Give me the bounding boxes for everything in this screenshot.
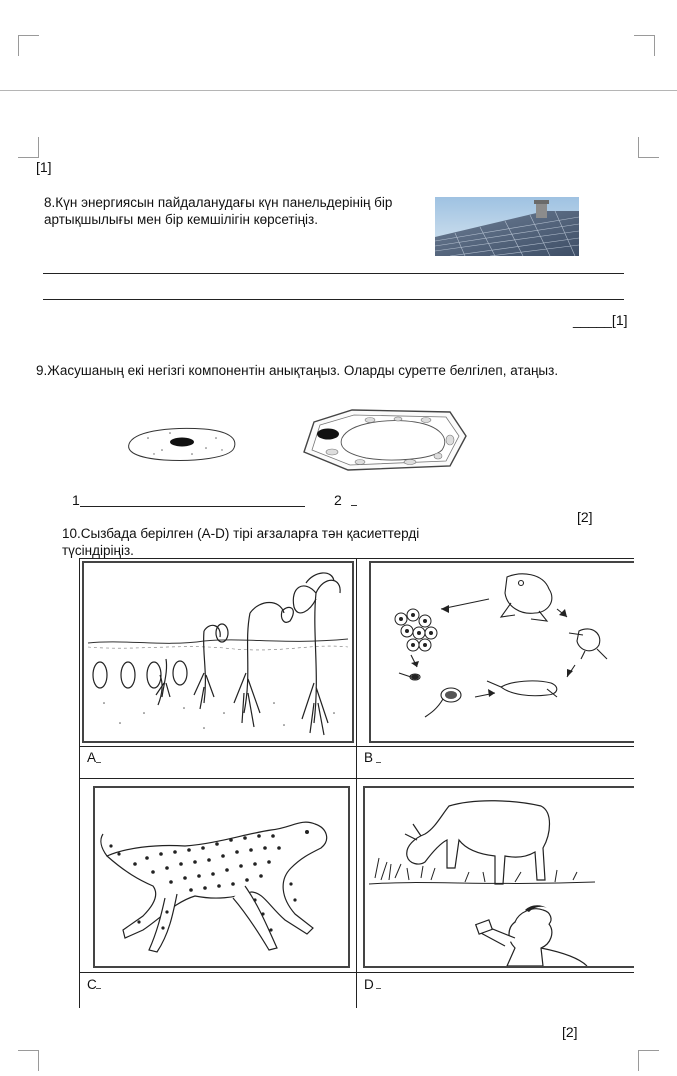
q9-text: 9.Жасушаның екі негізгі компонентін анықтаңыз. Оларды суретте белгілеп, атаңыз. (36, 363, 559, 378)
crop-mark-top-left (18, 35, 39, 56)
cheetah-drawing (95, 788, 348, 966)
cell-letter-b: B (364, 750, 374, 765)
q8-text-line2: артықшылығы мен бір кемшілігін көрсетіңіз. (44, 212, 318, 227)
crop-mark-bottom-right (638, 1050, 659, 1071)
cell-letter-d: D (364, 977, 374, 992)
picture-b-frame (369, 561, 634, 743)
cell-letter-a: A (87, 750, 97, 765)
crop-mark-mid-right (638, 137, 659, 158)
page-break-line (0, 90, 677, 91)
cell-letter-c: C (87, 977, 97, 992)
cow-and-person-drawing (365, 788, 634, 966)
q9-mark: [2] (577, 509, 593, 525)
q8-mark: _____[1] (573, 312, 628, 328)
q10-mark: [2] (562, 1024, 578, 1040)
answer-line-d[interactable] (376, 988, 381, 989)
picture-c-frame (93, 786, 350, 968)
previous-mark: [1] (36, 159, 52, 175)
crop-mark-top-right (634, 35, 655, 56)
q9-answer-line-1[interactable] (80, 506, 305, 507)
crop-mark-mid-left (18, 137, 39, 158)
q9-answer-line-2[interactable] (351, 505, 357, 506)
solar-panel-image (435, 197, 579, 256)
q9-label-2: 2 (334, 492, 342, 508)
animal-cell-drawing (124, 424, 238, 464)
q8-answer-line-2[interactable] (43, 299, 624, 300)
frog-life-cycle-drawing (371, 563, 634, 741)
answer-line-b[interactable] (376, 762, 381, 763)
table-mid-border (356, 558, 357, 1008)
q10-table (79, 558, 634, 1008)
crop-mark-bottom-left (18, 1050, 39, 1071)
q8-answer-line-1[interactable] (43, 273, 624, 274)
q8-text-line1: 8.Күн энергиясын пайдаланудағы күн панельдерінің бір (44, 195, 393, 210)
answer-line-a[interactable] (96, 762, 101, 763)
q9-label-1: 1 (72, 492, 80, 508)
answer-line-c[interactable] (96, 988, 101, 989)
q10-text-line2: түсіндіріңіз. (62, 543, 134, 558)
picture-d-frame (363, 786, 634, 968)
table-left-border (79, 558, 80, 1008)
picture-a-frame (82, 561, 354, 743)
seed-germination-drawing (84, 563, 352, 741)
q10-text-line1: 10.Сызбада берілген (А-D) тірі ағзаларға тән қасиеттерді (62, 526, 420, 541)
plant-cell-drawing (300, 408, 470, 472)
